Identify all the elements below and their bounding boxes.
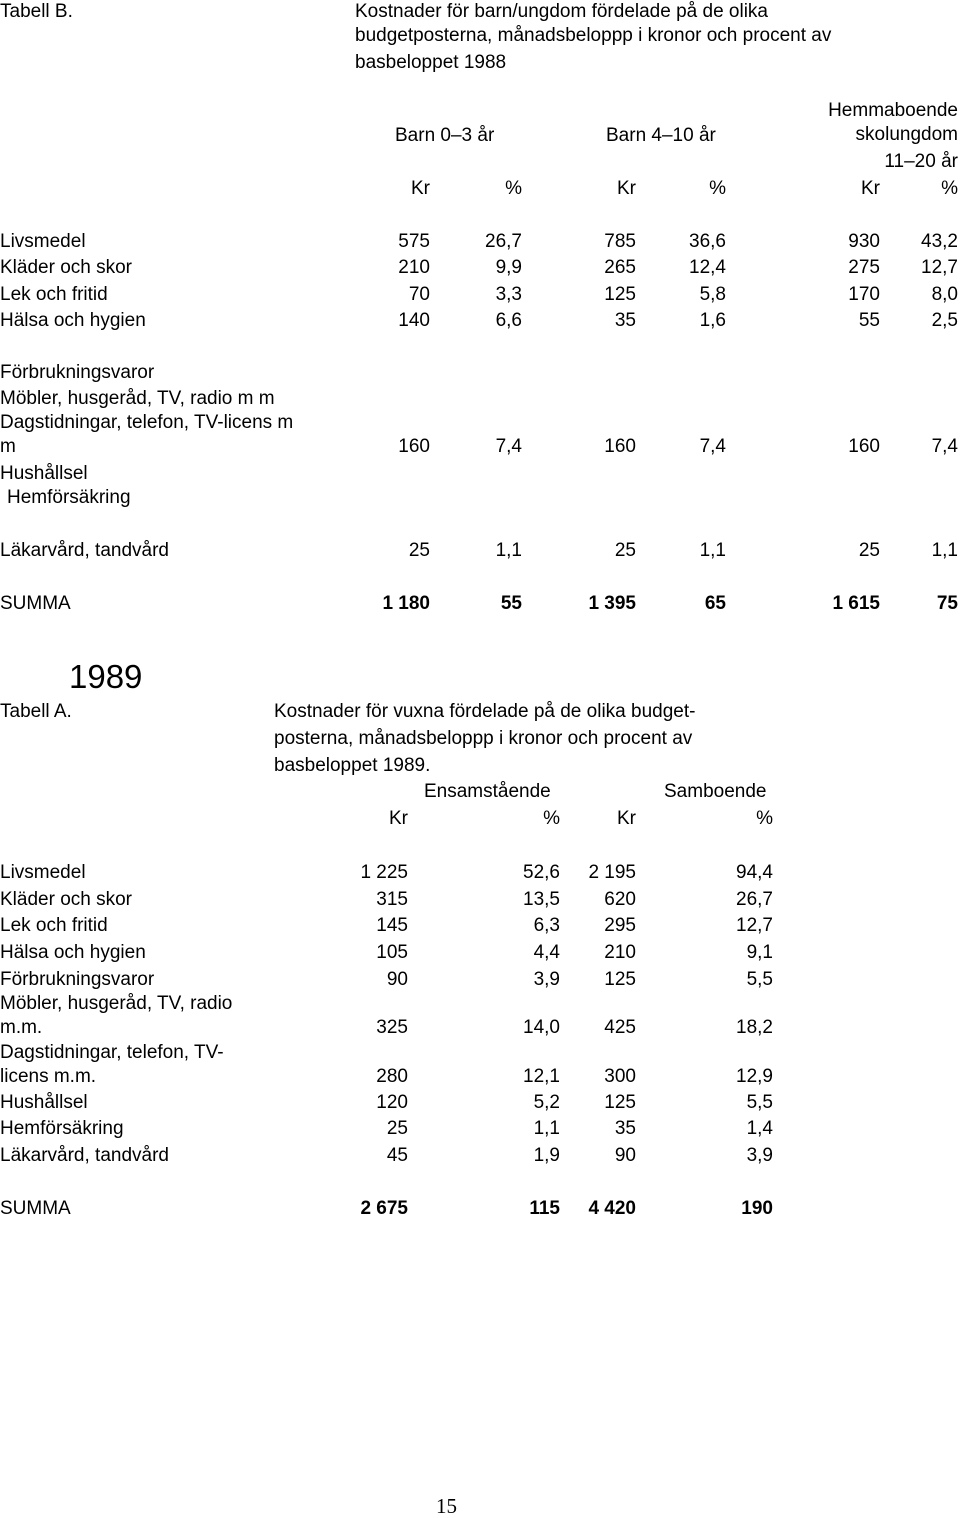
table-b-cell: 265 [604,257,636,278]
table-b-summa-cell: 1 180 [382,593,430,614]
table-a-cell: 6,3 [533,915,560,936]
table-a-summa-cell: 190 [741,1198,773,1219]
table-a-cell: 25 [386,1118,408,1139]
table-a-summa-label: SUMMA [0,1198,71,1219]
table-b-group-line: Hushållsel [0,463,88,484]
table-a-row-label: Förbrukningsvaror [0,969,155,990]
table-a-cell: 13,5 [523,889,560,910]
table-a-row-label: Hushållsel [0,1092,88,1113]
table-a-cell: 4,4 [533,942,560,963]
table-a-unit-pct-2: % [756,808,773,829]
table-b-cell: 785 [604,231,636,252]
table-b-row-label: Livsmedel [0,231,86,252]
table-b-summa-cell: 1 615 [832,593,880,614]
table-a-caption-line-3: basbeloppet 1989. [274,755,431,776]
table-b-summa-cell: 1 395 [588,593,636,614]
table-a-row-label: Livsmedel [0,862,86,883]
table-a-cell: 12,1 [523,1066,560,1087]
table-a-cell: 425 [604,1017,636,1038]
table-b-group-line: Dagstidningar, telefon, TV-licens m [0,412,294,433]
table-b-cell: 1,1 [931,540,958,561]
table-a-cell: 325 [376,1017,408,1038]
table-a-cell: 94,4 [736,862,773,883]
table-a-cell: 3,9 [533,969,560,990]
table-a-cell: 125 [604,1092,636,1113]
table-b-cell: 6,6 [495,310,522,331]
table-b-cell: 35 [614,310,636,331]
table-b-unit-pct-1: % [505,178,522,199]
table-b-cell: 140 [398,310,430,331]
table-b-cell: 7,4 [931,436,958,457]
table-a-cell: 14,0 [523,1017,560,1038]
table-a-row-label: Läkarvård, tandvård [0,1145,169,1166]
table-b-cell: 210 [398,257,430,278]
table-b-cell: 5,8 [699,284,726,305]
table-a-cell: 52,6 [523,862,560,883]
table-b-cell: 7,4 [699,436,726,457]
table-b-cell: 170 [848,284,880,305]
table-b-cell: 12,7 [921,257,958,278]
table-a-cell: 145 [376,915,408,936]
table-b-cell: 25 [614,540,636,561]
table-b-label: Tabell B. [0,1,73,22]
table-b-caption-line-1: Kostnader för barn/ungdom fördelade på de olika [355,1,768,22]
table-a-cell: 120 [376,1092,408,1113]
table-a-row-label: Möbler, husgeråd, TV, radio [0,993,233,1014]
table-a-cell: 1 225 [360,862,408,883]
table-b-unit-pct-2: % [709,178,726,199]
table-b-cell: 12,4 [689,257,726,278]
table-a-summa-cell: 115 [529,1198,560,1219]
table-a-header-ensamstaende: Ensamstående [424,781,551,802]
table-a-cell: 5,5 [746,969,773,990]
table-a-summa-cell: 4 420 [588,1198,636,1219]
table-a-label: Tabell A. [0,701,72,722]
table-a-cell: 12,9 [736,1066,773,1087]
table-b-summa-cell: 55 [500,593,522,614]
table-b-cell: 575 [398,231,430,252]
table-a-cell: 300 [604,1066,636,1087]
table-b-cell: 9,9 [495,257,522,278]
table-a-row-label: m.m. [0,1017,43,1038]
table-a-unit-pct-1: % [543,808,560,829]
table-b-group-line: Hemförsäkring [7,487,131,508]
table-b-summa-label: SUMMA [0,593,71,614]
table-a-cell: 210 [604,942,636,963]
table-a-summa-cell: 2 675 [360,1198,408,1219]
page-number: 15 [436,1494,457,1518]
table-a-header-samboende: Samboende [664,781,767,802]
table-a-row-label: Lek och fritid [0,915,108,936]
table-a-cell: 35 [614,1118,636,1139]
table-a-cell: 3,9 [746,1145,773,1166]
table-b-header-barn-4-10: Barn 4–10 år [606,125,716,146]
table-a-unit-kr-2: Kr [617,808,636,829]
table-a-row-label: Hälsa och hygien [0,942,146,963]
table-a-cell: 2 195 [588,862,636,883]
table-b-cell: 36,6 [689,231,726,252]
table-a-unit-kr-1: Kr [389,808,408,829]
table-b-row-label: Hälsa och hygien [0,310,146,331]
table-a-cell: 315 [376,889,408,910]
year-heading: 1989 [69,658,143,695]
table-b-cell: 1,1 [495,540,522,561]
table-b-unit-kr-2: Kr [617,178,636,199]
table-a-cell: 45 [386,1145,408,1166]
table-b-cell: 160 [398,436,430,457]
table-a-cell: 90 [614,1145,636,1166]
table-b-summa-cell: 75 [936,593,958,614]
table-b-cell: 25 [858,540,880,561]
table-a-cell: 90 [386,969,408,990]
table-a-cell: 1,1 [533,1118,560,1139]
table-b-cell: 1,1 [699,540,726,561]
table-b-cell: 2,5 [931,310,958,331]
table-a-cell: 620 [604,889,636,910]
table-a-cell: 9,1 [746,942,773,963]
table-b-cell: 160 [604,436,636,457]
table-a-caption-line-1: Kostnader för vuxna fördelade på de olika budget- [274,701,696,722]
table-b-row-label: Kläder och skor [0,257,133,278]
table-a-cell: 280 [376,1066,408,1087]
table-b-group-line: Möbler, husgeråd, TV, radio m m [0,388,275,409]
table-b-cell: 55 [858,310,880,331]
table-a-cell: 295 [604,915,636,936]
table-b-unit-kr-3: Kr [861,178,880,199]
table-b-cell: 25 [408,540,430,561]
table-a-cell: 5,2 [533,1092,560,1113]
table-b-group-line: m [0,436,16,457]
table-a-cell: 105 [376,942,408,963]
table-b-cell: 3,3 [495,284,522,305]
table-b-unit-kr-1: Kr [411,178,430,199]
table-b-header-11-20: 11–20 år [884,151,958,172]
table-b-row-label: Lek och fritid [0,284,108,305]
table-a-cell: 125 [604,969,636,990]
table-a-cell: 18,2 [736,1017,773,1038]
table-b-cell: 8,0 [931,284,958,305]
table-b-header-hemmaboende: Hemmaboende [828,100,958,121]
table-b-caption-line-3: basbeloppet 1988 [355,52,507,73]
table-b-cell: 7,4 [495,436,522,457]
table-b-cell: 275 [848,257,880,278]
table-b-cell: 43,2 [921,231,958,252]
table-b-group-line: Förbrukningsvaror [0,362,155,383]
table-a-row-label: licens m.m. [0,1066,97,1087]
table-a-cell: 1,9 [533,1145,560,1166]
table-b-cell: 26,7 [485,231,522,252]
table-b-cell: 1,6 [699,310,726,331]
table-b-cell: 70 [408,284,430,305]
table-b-summa-cell: 65 [704,593,726,614]
table-a-row-label: Dagstidningar, telefon, TV- [0,1042,224,1063]
table-b-cell: 160 [848,436,880,457]
table-b-cell: 930 [848,231,880,252]
table-b-row-label: Läkarvård, tandvård [0,540,169,561]
table-a-row-label: Kläder och skor [0,889,133,910]
table-a-cell: 12,7 [736,915,773,936]
table-b-unit-pct-3: % [941,178,958,199]
table-b-cell: 125 [604,284,636,305]
table-a-cell: 5,5 [746,1092,773,1113]
table-a-caption-line-2: posterna, månadsbeloppp i kronor och procent av [274,728,693,749]
table-b-caption-line-2: budgetposterna, månadsbeloppp i kronor och procent av [355,25,832,46]
table-a-cell: 1,4 [746,1118,773,1139]
table-a-cell: 26,7 [736,889,773,910]
table-b-header-skolungdom: skolungdom [855,124,958,145]
table-b-header-barn-0-3: Barn 0–3 år [395,125,495,146]
table-a-row-label: Hemförsäkring [0,1118,124,1139]
